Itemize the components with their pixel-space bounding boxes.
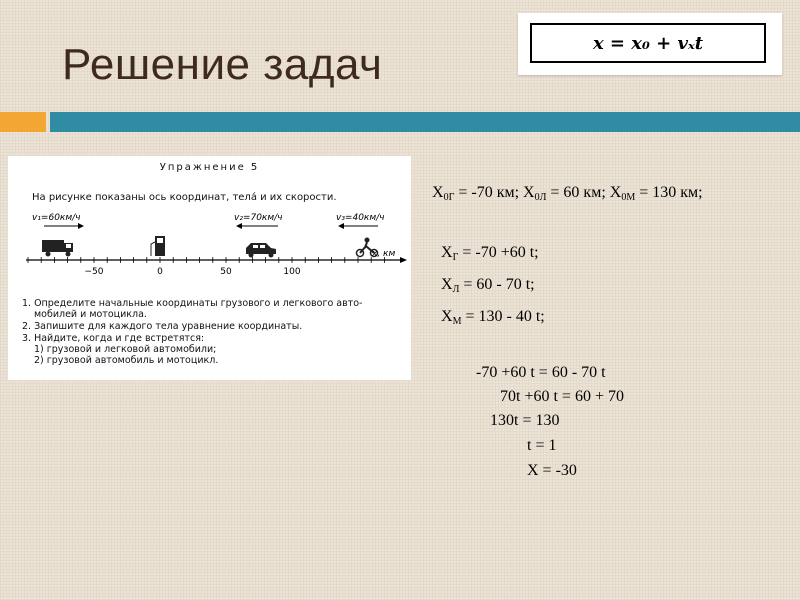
equation-moto: $X_М = 130 - 40$ t; — [441, 308, 545, 327]
x-axis — [26, 257, 407, 263]
question-line: 2) грузовой автомобиль и мотоцикл. — [34, 355, 219, 366]
arrow-left-moto — [338, 223, 378, 229]
tick-label: 0 — [157, 267, 163, 277]
truck-icon — [42, 240, 73, 257]
initial-coordinate: $X_{0М} = 130$ км; — [609, 184, 703, 203]
tick-label: −50 — [84, 267, 104, 277]
arrow-right-truck — [44, 223, 84, 229]
solution-step: 70t +60 t = 60 + 70 — [500, 388, 624, 405]
solution-step: X = -30 — [527, 462, 577, 479]
exercise-title: Упражнение 5 — [159, 162, 260, 173]
gas-station-icon — [151, 236, 165, 256]
motion-formula: x = x₀ + vₓt — [530, 23, 766, 63]
axis-label: x, км — [372, 249, 396, 259]
question-line: 1) грузовой и легковой автомобили; — [34, 344, 217, 355]
initial-coordinates — [432, 184, 703, 203]
slide-title: Решение задач — [62, 40, 383, 89]
question-line: 2. Запишите для каждого тела уравнение координаты. — [22, 321, 303, 332]
accent-bar-orange — [0, 112, 46, 132]
formula-box — [518, 13, 782, 75]
exercise-intro: На рисунке показаны ось координат, тела́ и их скорости. — [32, 192, 337, 203]
solution-step: 130t = 130 — [490, 412, 560, 429]
question-line: 3. Найдите, когда и где встретятся: — [22, 333, 205, 344]
tick-label: 100 — [283, 267, 301, 277]
equation-truck: $X_Г = -70 +60$ t; — [441, 244, 539, 263]
car-icon — [246, 243, 276, 258]
question-line: мобилей и мотоцикла. — [34, 309, 147, 320]
initial-coordinate: $X_{0Г} = -70$ км; — [432, 184, 520, 203]
velocity-label-car: v₂=70км/ч — [234, 213, 283, 223]
velocity-label-moto: v₃=40км/ч — [336, 213, 385, 223]
coordinate-diagram — [8, 210, 411, 278]
arrow-left-car — [236, 223, 278, 229]
solution-step: -70 +60 t = 60 - 70 t — [476, 364, 606, 381]
exercise-image — [8, 156, 411, 380]
equation-car: $X_Л = 60 - 70$ t; — [441, 276, 535, 295]
solution-step: t = 1 — [527, 437, 557, 454]
tick-label: 50 — [220, 267, 232, 277]
velocity-label-truck: v₁=60км/ч — [32, 213, 81, 223]
initial-coordinate: $X_{0Л} = 60$ км; — [523, 184, 606, 203]
question-line: 1. Определите начальные координаты грузового и легкового авто- — [22, 298, 363, 309]
accent-bar-teal — [50, 112, 800, 132]
